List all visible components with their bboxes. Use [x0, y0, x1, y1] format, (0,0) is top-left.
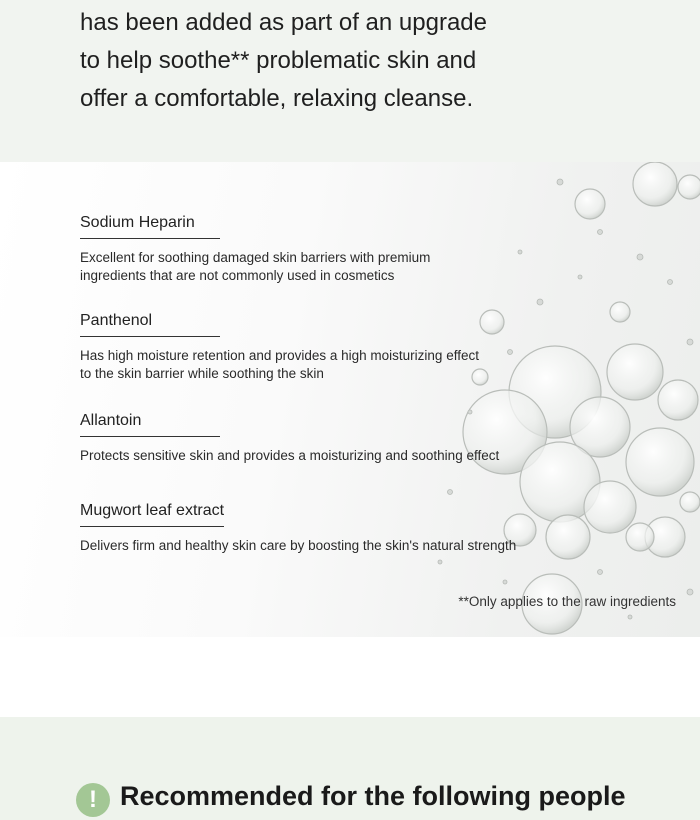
recommend-title: Recommended for the following people — [120, 781, 626, 811]
intro-text — [80, 4, 487, 118]
ingredients-section — [0, 162, 700, 637]
ingredient-description: Has high moisture retention and provides a high moisturizing effect to the skin barrier while soothing the skin — [80, 348, 479, 381]
ingredient-mugwort — [80, 500, 516, 555]
ingredient-description: Excellent for soothing damaged skin barriers with premium ingredients that are not commonly used in cosmetics — [80, 250, 431, 283]
ingredient-allantoin — [80, 410, 499, 465]
ingredient-name: Panthenol — [80, 312, 220, 337]
ingredient-panthenol — [80, 310, 479, 383]
intro-section — [0, 0, 700, 162]
ingredient-name: Sodium Heparin — [80, 214, 220, 239]
exclamation-icon: ! — [76, 783, 110, 817]
footnote: **Only applies to the raw ingredients — [458, 594, 676, 609]
intro-line: has been added as part of an upgrade — [80, 9, 487, 36]
ingredient-name: Mugwort leaf extract — [80, 502, 224, 527]
ingredient-name: Allantoin — [80, 412, 220, 437]
ingredient-description: Protects sensitive skin and provides a moisturizing and soothing effect — [80, 448, 500, 463]
intro-line: offer a comfortable, relaxing cleanse. — [80, 85, 474, 112]
ingredient-sodium-heparin — [80, 212, 430, 285]
recommend-section — [0, 717, 700, 820]
intro-line: to help soothe** problematic skin and — [80, 47, 477, 74]
ingredient-description: Delivers firm and healthy skin care by boosting the skin's natural strength — [80, 538, 517, 553]
